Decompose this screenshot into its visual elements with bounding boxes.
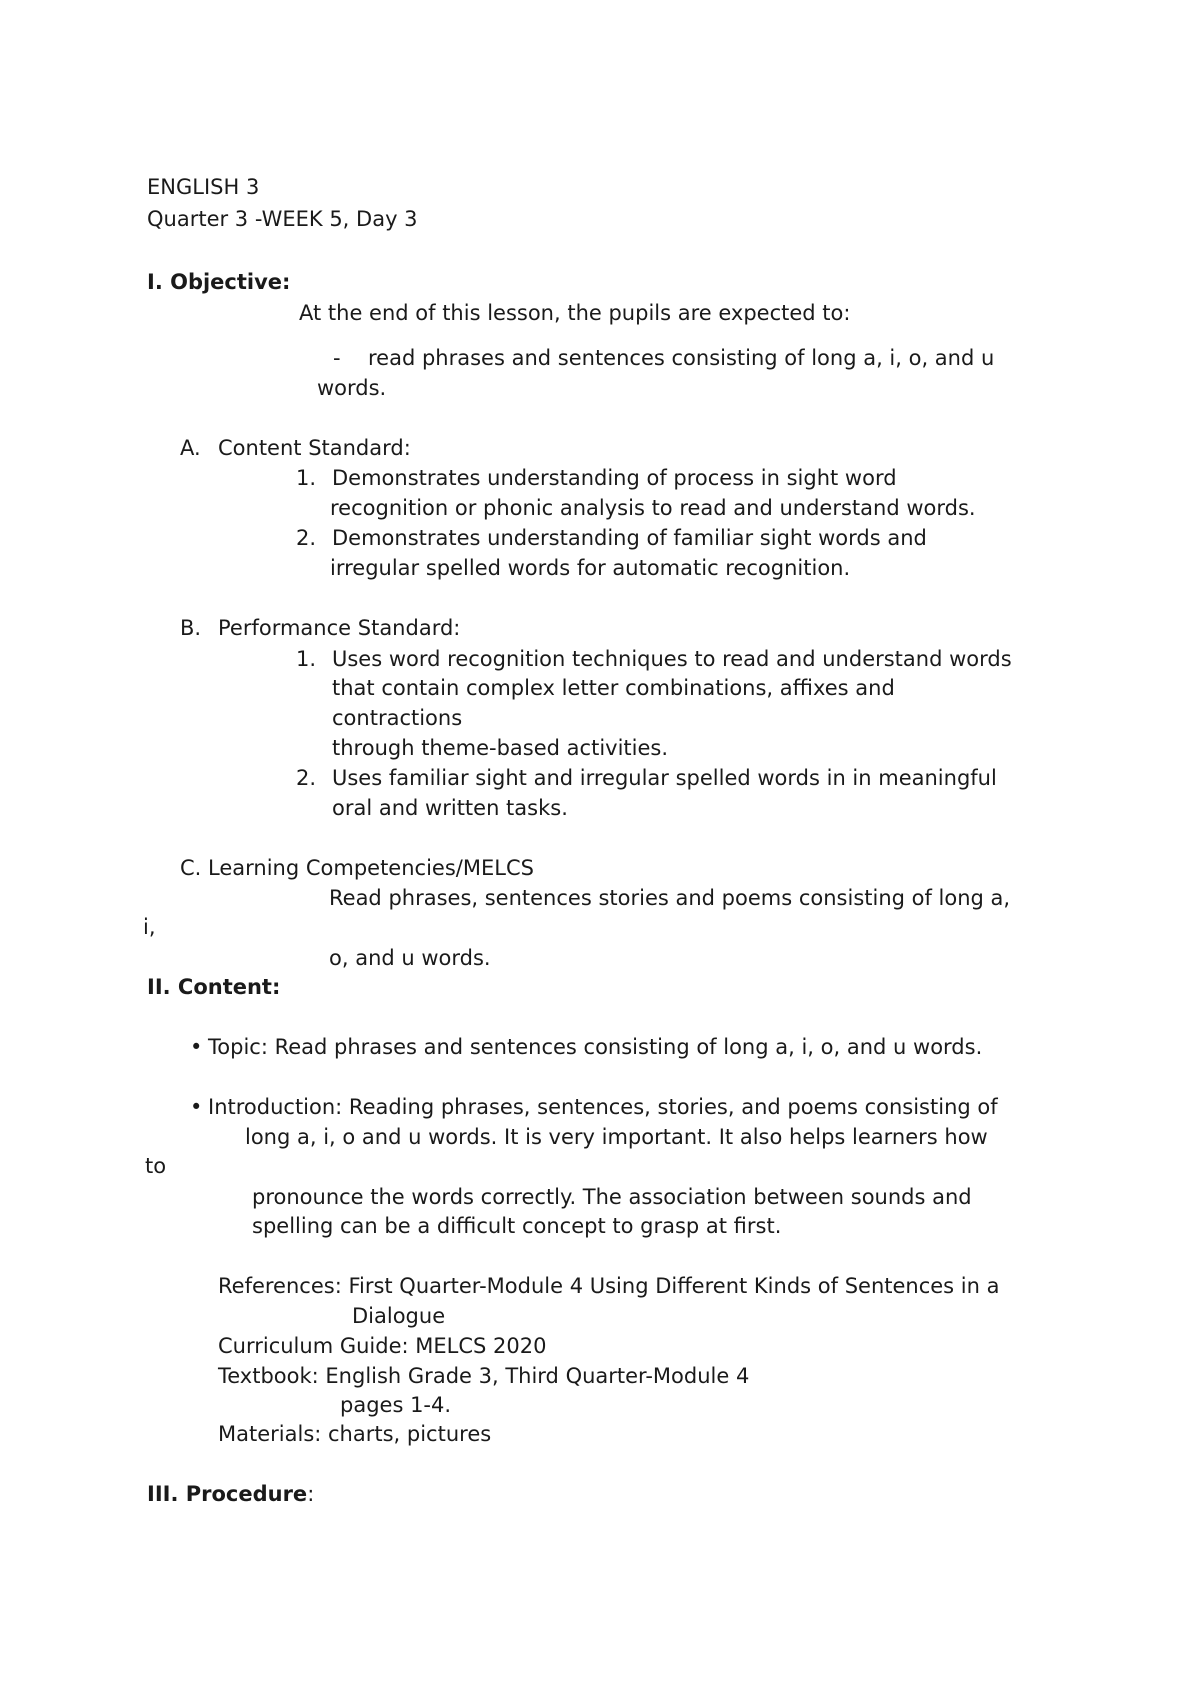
- curriculum-guide: Curriculum Guide: MELCS 2020: [218, 1334, 547, 1358]
- performance-standard-letter: B.: [180, 616, 202, 640]
- objective-bullet-marker: -: [333, 346, 341, 370]
- content-standard-item-2-line1: Demonstrates understanding of familiar sight words and: [332, 526, 927, 550]
- subject-title: ENGLISH 3: [147, 175, 260, 199]
- introduction-bullet-icon: •: [190, 1095, 203, 1119]
- performance-standard-item-1-line1: Uses word recognition techniques to read and understand words: [332, 647, 1012, 671]
- competencies-line1: Read phrases, sentences stories and poems consisting of long a,: [329, 886, 1011, 910]
- introduction-line5: spelling can be a difficult concept to grasp at first.: [252, 1214, 782, 1238]
- performance-standard-item-1-line2: that contain complex letter combinations, affixes and: [332, 676, 895, 700]
- procedure-heading: [147, 1481, 314, 1507]
- procedure-heading-text: III. Procedure: [147, 1482, 308, 1506]
- introduction-line4: pronounce the words correctly. The association between sounds and: [252, 1185, 972, 1209]
- performance-standard-item-2-line1: Uses familiar sight and irregular spelled words in in meaningful: [332, 766, 997, 790]
- performance-standard-item-2-line2: oral and written tasks.: [332, 796, 568, 820]
- topic-bullet-icon: •: [190, 1035, 203, 1059]
- procedure-heading-colon: :: [307, 1482, 315, 1506]
- materials-line: Materials: charts, pictures: [218, 1422, 492, 1446]
- content-standard-item-1-num: 1.: [296, 466, 317, 490]
- textbook-line1: Textbook: English Grade 3, Third Quarter-Module 4: [218, 1364, 750, 1388]
- objective-bullet-line1: read phrases and sentences consisting of long a, i, o, and u: [368, 346, 995, 370]
- objective-heading: I. Objective:: [147, 270, 291, 294]
- introduction-line2: long a, i, o and u words. It is very important. It also helps learners how: [245, 1125, 988, 1149]
- content-standard-title: Content Standard:: [218, 436, 411, 460]
- performance-standard-item-1-num: 1.: [296, 647, 317, 671]
- content-standard-letter: A.: [180, 436, 201, 460]
- introduction-line3: to: [145, 1154, 167, 1178]
- content-standard-item-2-num: 2.: [296, 526, 317, 550]
- performance-standard-item-1-line3: contractions: [332, 706, 463, 730]
- schedule-line: Quarter 3 -WEEK 5, Day 3: [147, 207, 418, 231]
- competencies-line2: i,: [143, 915, 156, 939]
- topic-text: Topic: Read phrases and sentences consisting of long a, i, o, and u words.: [208, 1035, 983, 1059]
- competencies-line3: o, and u words.: [329, 946, 491, 970]
- objective-bullet-line2: words.: [317, 376, 387, 400]
- introduction-line1: Introduction: Reading phrases, sentences, stories, and poems consisting of: [208, 1095, 998, 1119]
- references-line2: Dialogue: [352, 1304, 446, 1328]
- content-standard-item-1-line2: recognition or phonic analysis to read and understand words.: [330, 496, 976, 520]
- performance-standard-item-2-num: 2.: [296, 766, 317, 790]
- objective-intro: At the end of this lesson, the pupils are expected to:: [299, 301, 851, 325]
- competencies-title: C. Learning Competencies/MELCS: [180, 856, 534, 880]
- content-heading: II. Content:: [147, 975, 281, 999]
- textbook-line2: pages 1-4.: [340, 1393, 452, 1417]
- content-standard-item-2-line2: irregular spelled words for automatic recognition.: [330, 556, 851, 580]
- performance-standard-title: Performance Standard:: [218, 616, 461, 640]
- performance-standard-item-1-line4: through theme-based activities.: [332, 736, 669, 760]
- references-line1: References: First Quarter-Module 4 Using Different Kinds of Sentences in a: [218, 1274, 1000, 1298]
- content-standard-item-1-line1: Demonstrates understanding of process in sight word: [332, 466, 897, 490]
